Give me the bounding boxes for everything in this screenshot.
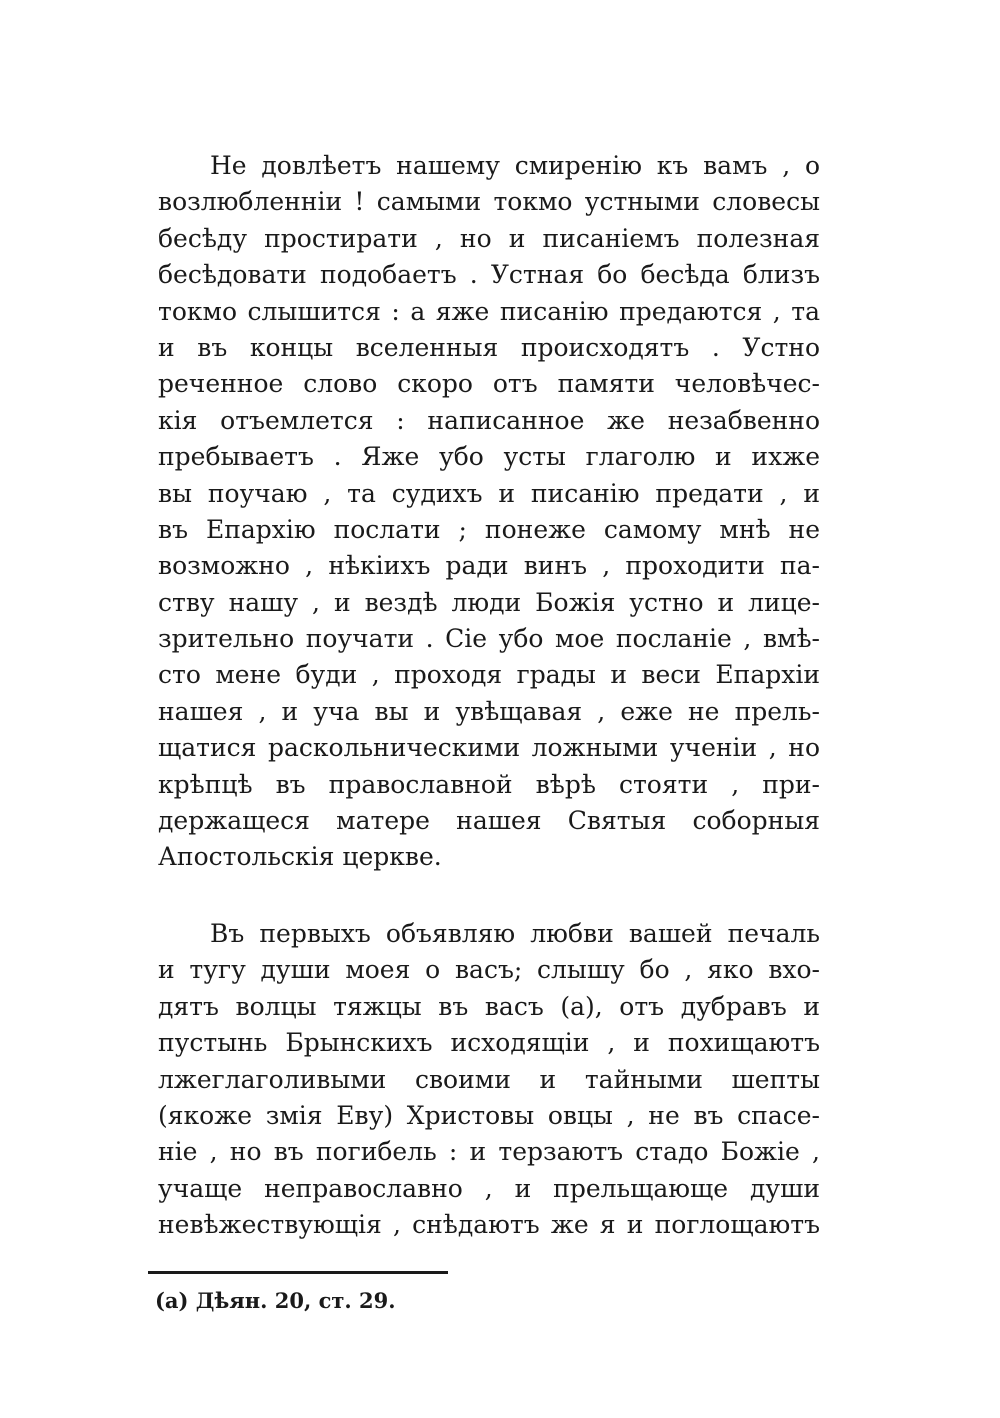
text-line: Апостольскія церкве.: [158, 842, 442, 872]
footnote: (а) Дѣян. 20, ст. 29.: [155, 1288, 396, 1313]
text-line: (якоже змія Еву) Христовы овцы , не въ спасе-: [158, 1100, 820, 1130]
paragraph-2: [158, 916, 820, 1244]
text-line: учаще неправославно , и прельщающе души: [158, 1173, 820, 1203]
text-line: ніе , но въ погибель : и терзаютъ стадо Божіе ,: [158, 1137, 820, 1167]
text-line: вы поучаю , та судихъ и писанію предати , и: [158, 478, 820, 508]
text-line: и тугу души моея о васъ; слышу бо , яко вхо-: [158, 955, 820, 985]
text-line: сто мене буди , проходя грады и веси Епархіи: [158, 660, 820, 690]
text-line: бесѣдовати подобаетъ . Устная бо бесѣда близъ: [158, 260, 820, 290]
text-line: токмо слышится : а яже писанію предаются , та: [158, 296, 820, 326]
text-line: пребываетъ . Яже убо усты глаголю и ихже: [158, 442, 820, 472]
text-line: Въ первыхъ объявляю любви вашей печаль: [210, 919, 820, 948]
text-line: и въ концы вселенныя происходятъ . Устно: [158, 332, 820, 362]
paragraph-1: [158, 148, 820, 876]
text-line: Не довлѣетъ нашему смиренію къ вамъ , о: [210, 151, 820, 180]
text-line: пустынь Брынскихъ исходящіи , и похищаютъ: [158, 1028, 820, 1058]
text-line: реченное слово скоро отъ памяти человѣчес-: [158, 369, 820, 399]
text-line: кія отъемлется : написанное же незабвенно: [158, 405, 820, 435]
text-line: возможно , нѣкіихъ ради винъ , проходити па-: [158, 551, 820, 581]
text-line: крѣпцѣ въ православной вѣрѣ стояти , при-: [158, 769, 820, 799]
text-line: нашея , и уча вы и увѣщавая , еже не прель-: [158, 696, 820, 726]
text-line: зрительно поучати . Сіе убо мое посланіе , вмѣ-: [158, 624, 820, 654]
text-line: въ Епархію послати ; понеже самому мнѣ не: [158, 514, 820, 544]
text-line: держащеся матере нашея Святыя соборныя: [158, 806, 820, 836]
text-line: невѣжествующія , снѣдаютъ же я и поглощаютъ: [158, 1210, 820, 1240]
text-line: дятъ волцы тяжцы въ васъ (а), отъ дубравъ и: [158, 991, 820, 1021]
text-line: лжеглаголивыми своими и тайными шепты: [158, 1064, 820, 1094]
text-line: возлюбленніи ! самыми токмо устными словесы: [158, 187, 820, 217]
footnote-divider: [148, 1271, 448, 1274]
text-line: ству нашу , и вездѣ люди Божія устно и лице-: [158, 587, 820, 617]
text-line: бесѣду простирати , но и писаніемъ полезная: [158, 223, 820, 253]
text-line: щатися раскольническими ложными ученіи , но: [158, 733, 820, 763]
